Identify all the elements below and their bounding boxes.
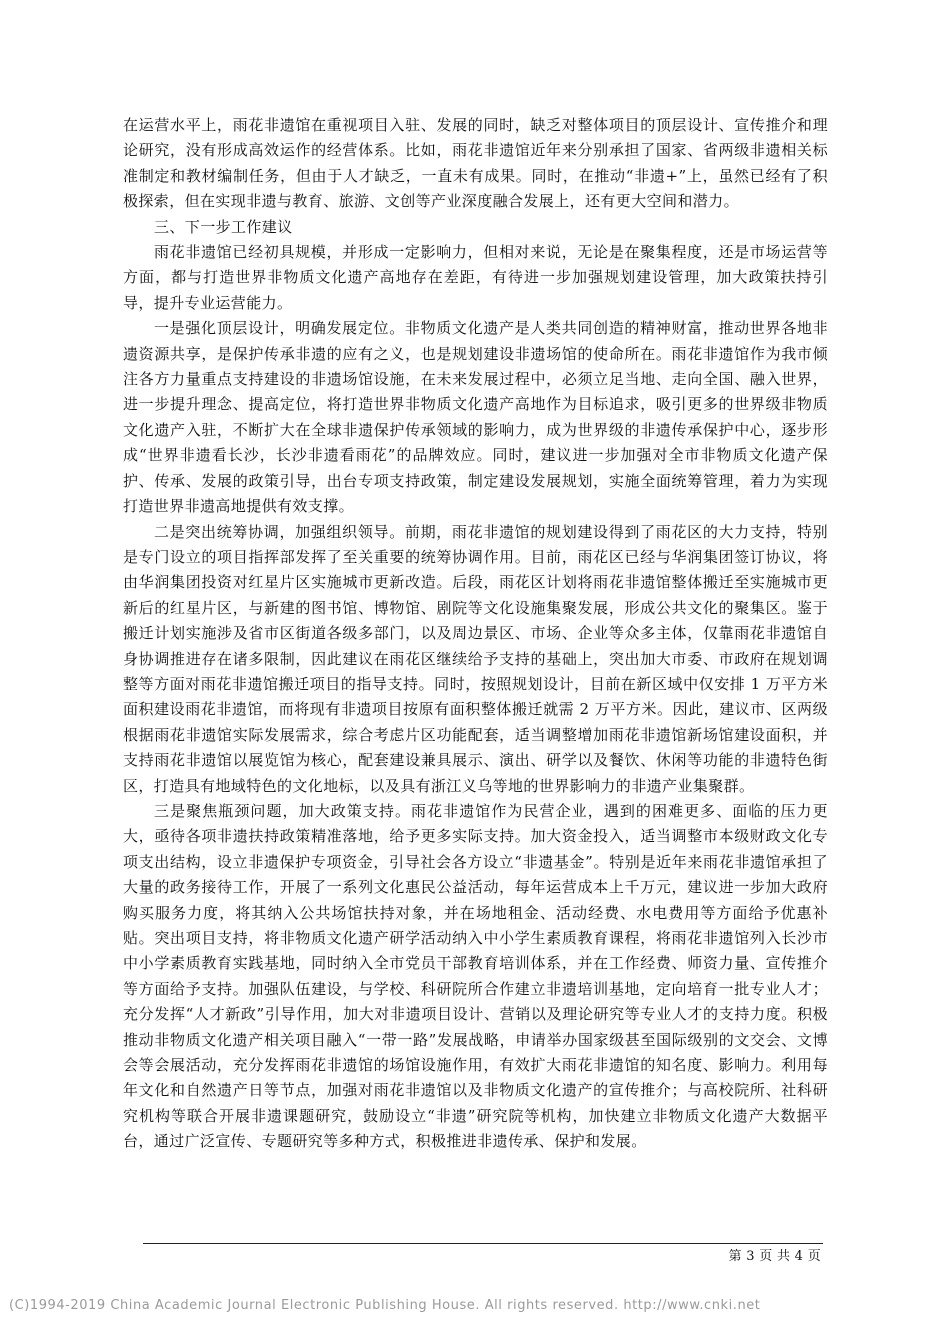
paragraph-point-one: 一是强化顶层设计，明确发展定位。非物质文化遗产是人类共同创造的精神财富，推动世界各地非遗资源共享，是保护传承非遗的应有之义，也是规划建设非遗场馆的使命所在。雨花非遗馆作为我市倾注各方力量重点支持建设的非遗场馆设施，在未来发展过程中，必须立足当地、走向全国、融入世界，进一步提升理念、提高定位，将打造世界非物质文化遗产高地作为目标追求，吸引更多的世界级非物质文化遗产入驻，不断扩大在全球非遗保护传承领域的影响力，成为世界级的非遗传承保护中心，逐步形成“世界非遗看长沙，长沙非遗看雨花”的品牌效应。同时，建议进一步加强对全市非物质文化遗产保护、传承、发展的政策引导，出台专项支持政策，制定建设发展规划，实施全面统筹管理，着力为实现打造世界非遗高地提供有效支撑。 xyxy=(123,319,828,516)
page-number: 第 3 页 共 4 页 xyxy=(728,1249,821,1264)
footer-divider xyxy=(143,1243,823,1244)
paragraph-intro: 雨花非遗馆已经初具规模，并形成一定影响力，但相对来说，无论是在聚集程度，还是市场运营等方面，都与打造世界非物质文化遗产高地存在差距，有待进一步加强规划建设管理，加大政策扶持引导，提升专业运营能力。 xyxy=(123,243,828,312)
document-body xyxy=(123,113,828,1155)
paragraph-point-two: 二是突出统筹协调，加强组织领导。前期，雨花非遗馆的规划建设得到了雨花区的大力支持，特别是专门设立的项目指挥部发挥了至关重要的统筹协调作用。目前，雨花区已经与华润集团签订协议，将由华润集团投资对红星片区实施城市更新改造。后段，雨花区计划将雨花非遗馆整体搬迁至实施城市更新后的红星片区，与新建的图书馆、博物馆、剧院等文化设施集聚发展，形成公共文化的聚集区。鉴于搬迁计划实施涉及省市区街道各级多部门，以及周边景区、市场、企业等众多主体，仅靠雨花非遗馆自身协调推进存在诸多限制，因此建议在雨花区继续给予支持的基础上，突出加大市委、市政府在规划调整等方面对雨花非遗馆搬迁项目的指导支持。同时，按照规划设计，目前在新区域中仅安排 1 万平方米面积建设雨花非遗馆，而将现有非遗项目按原有面积整体搬迁就需 2 万平方米。因此，建议市、区两级根据雨花非遗馆实际发展需求，综合考虑片区功能配套，适当调整增加雨花非遗馆新场馆建设面积，并支持雨花非遗馆以展览馆为核心，配套建设兼具展示、演出、研学以及餐饮、休闲等功能的非遗特色街区，打造具有地域特色的文化地标，以及具有浙江义乌等地的世界影响力的非遗产业集聚群。 xyxy=(123,522,828,795)
paragraph-point-three: 三是聚焦瓶颈问题，加大政策支持。雨花非遗馆作为民营企业，遇到的困难更多、面临的压力更大，亟待各项非遗扶持政策精准落地，给予更多实际支持。加大资金投入，适当调整市本级财政文化专项支出结构，设立非遗保护专项资金，引导社会各方设立“非遗基金”。特别是近年来雨花非遗馆承担了大量的政务接待工作，开展了一系列文化惠民公益活动，每年运营成本上千万元，建议进一步加大政府购买服务力度，将其纳入公共场馆扶持对象，并在场地租金、活动经费、水电费用等方面给予优惠补贴。突出项目支持，将非物质文化遗产研学活动纳入中小学生素质教育课程，将雨花非遗馆列入长沙市中小学素质教育实践基地，同时纳入全市党员干部教育培训体系，并在工作经费、师资力量、宣传推介等方面给予支持。加强队伍建设，与学校、科研院所合作建立非遗培训基地，定向培育一批专业人才；充分发挥“人才新政”引导作用，加大对非遗项目设计、营销以及理论研究等专业人才的支持力度。积极推动非物质文化遗产相关项目融入“一带一路”发展战略，申请举办国家级甚至国际级别的文交会、文博会等会展活动，充分发挥雨花非遗馆的场馆设施作用，有效扩大雨花非遗馆的知名度、影响力。利用每年文化和自然遗产日等节点，加强对雨花非遗馆以及非物质文化遗产的宣传推介；与高校院所、社科研究机构等联合开展非遗课题研究，鼓励设立“非遗”研究院等机构，加快建立非物质文化遗产大数据平台，通过广泛宣传、专题研究等多种方式，积极推进非遗传承、保护和发展。 xyxy=(123,801,828,1151)
paragraph-continuation: 在运营水平上，雨花非遗馆在重视项目入驻、发展的同时，缺乏对整体项目的顶层设计、宣传推介和理论研究，没有形成高效运作的经营体系。比如，雨花非遗馆近年来分别承担了国家、省两级非遗相关标准制定和教材编制任务，但由于人才缺乏，一直未有成果。同时，在推动“非遗+”上，虽然已经有了积极探索，但在实现非遗与教育、旅游、文创等产业深度融合发展上，还有更大空间和潜力。 xyxy=(123,116,828,211)
copyright-watermark: (C)1994-2019 China Academic Journal Electronic Publishing House. All rights reserved. http://www.cnki.net xyxy=(9,1298,761,1313)
section-heading: 三、下一步工作建议 xyxy=(154,217,293,236)
